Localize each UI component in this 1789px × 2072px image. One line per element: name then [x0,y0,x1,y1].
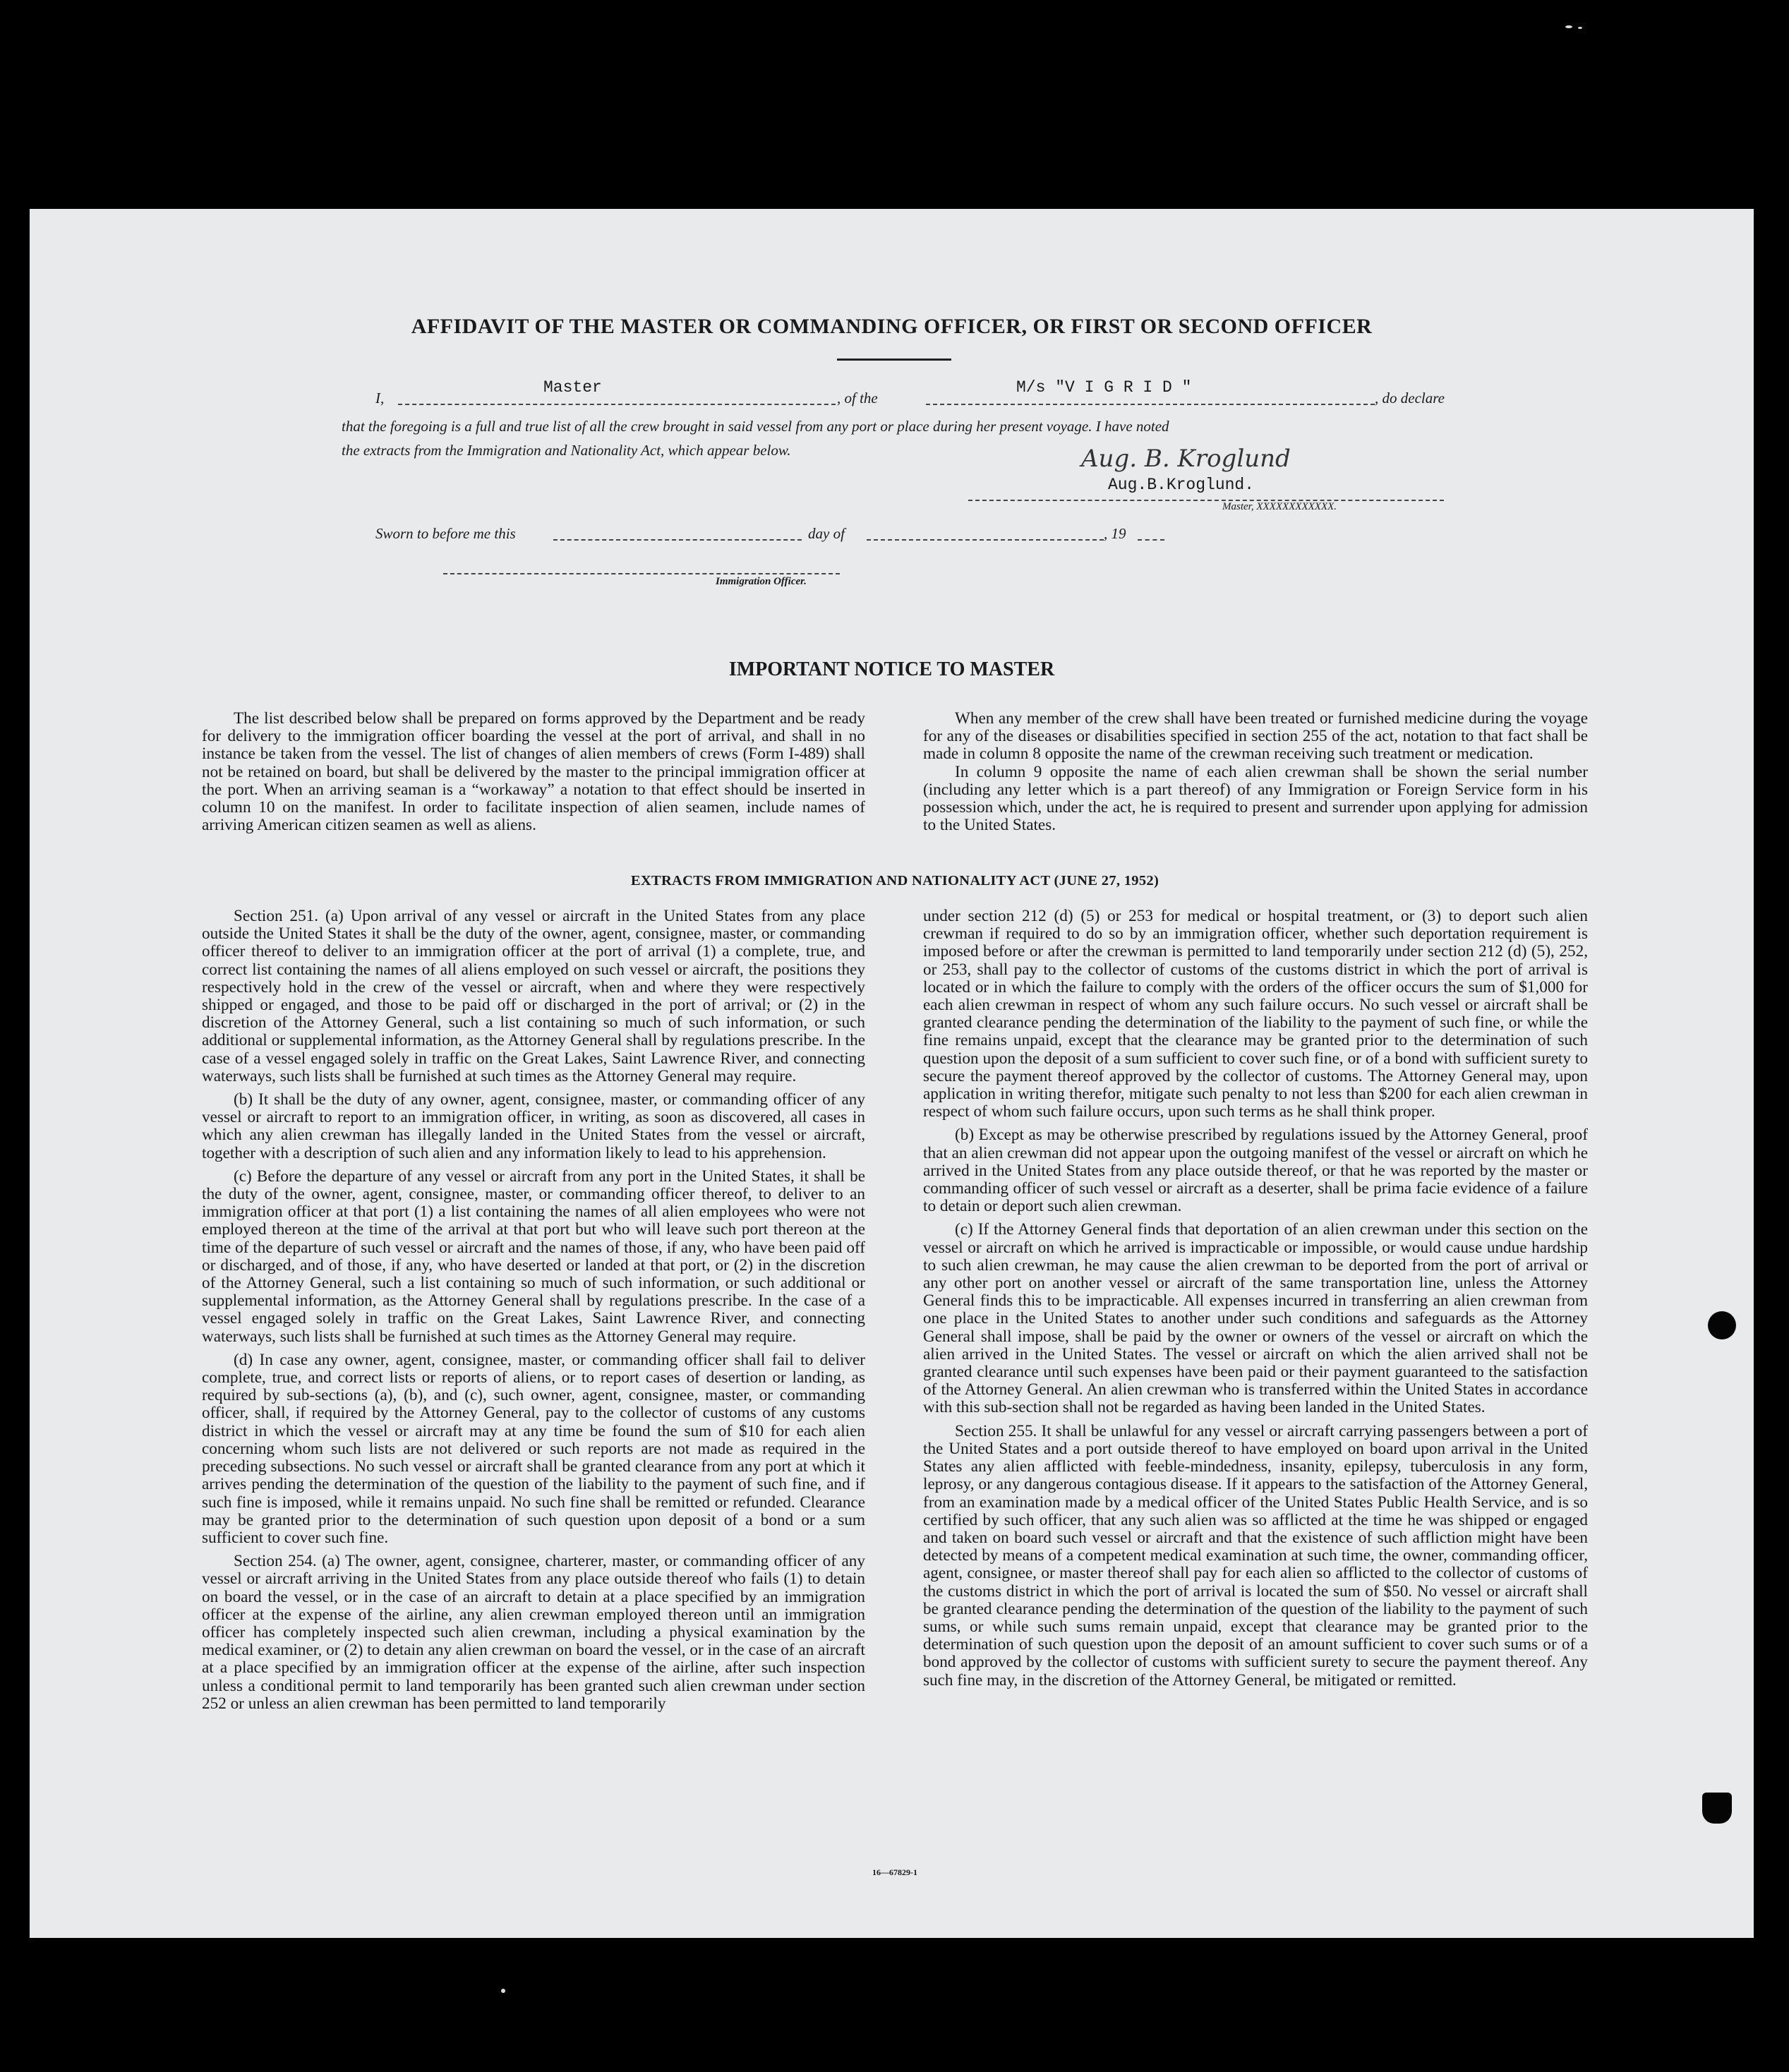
statement-line-2: the extracts from the Immigration and Nationality Act, which appear below. [342,442,791,459]
form-code: 16—67829-1 [872,1867,917,1877]
notice-paragraph: When any member of the crew shall have been treated or furnished medicine during the voyage for any of the diseases or disabilities specified in section 255 of the act, notation to that fact shall be made in column 8 opposite the name of the crewman receiving such treatment or medication. [923,709,1588,764]
extract-paragraph: (d) In case any owner, agent, consignee, master, or commanding officer shall fail to deliver complete, true, and correct lists or reports of aliens, or to report cases of desertion or landing, as required by sub-sections (a), (b), and (c), such owner, agent, consignee, master, or commanding officer, shall, if required by the Attorney General, pay to the collector of customs of any customs district in which the vessel or aircraft may at any time be found the sum of $10 for each alien concerning whom such lists are not delivered or such reports are not made as required in the preceding subsections. No such vessel or aircraft shall be granted clearance from any port at which it arrives pending the determination of the question of the liability to the payment of such fine, and if such fine is imposed, while it remains unpaid. No such fine shall be remitted or refunded. Clearance may be granted prior to the determination of such question upon deposit of a bond or a sum sufficient to cover such fine. [202,1350,865,1547]
extract-paragraph: (c) If the Attorney General finds that deportation of an alien crewman under this section on the vessel or aircraft on which he arrived is impracticable or impossible, or would cause undue hardship to such alien crewman, he may cause the alien crewman to be deported from the port of arrival or any other port on another vessel or aircraft of the same transportation line, unless the Attorney General finds this to be impracticable. All expenses incurred in transferring an alien crewman from one place in the United States to another under such conditions and safeguards as the Attorney General shall impose, shall be paid by the owner or owners of the vessel or aircraft on which the alien arrived in the United States. The vessel or aircraft on which the alien arrived shall not be granted clearance until such expenses have been paid or their payment guaranteed to the satisfaction of the Attorney General. An alien crewman who is transferred within the United States in accordance with this sub-section shall not be regarded as having been landed in the United States. [923,1220,1588,1417]
scan-speck [1578,27,1582,29]
year-prefix: , 19 [1104,525,1126,542]
master-signature: Aug. B. Kroglund [1081,445,1291,473]
punch-hole-mark [1708,1311,1736,1339]
rank-blank [398,404,836,405]
extract-paragraph: under section 212 (d) (5) or 253 for medical or hospital treatment, or (3) to deport such alien crewman if required to do so by an immigration officer, whether such deportation requirement is imposed before or after the crewman is permitted to land temporarily under section 212 (d) (5), 252, or 253, shall pay to the collector of customs of the customs district in which the port of arrival is located or in which the failure to comply with the orders of the officer occurs the sum of $1,000 for each alien crewman in respect of whom any such failure occurs. No such vessel or aircraft shall be granted clearance pending the determination of the liability to the payment of such fine, or while the fine remains unpaid, except that the clearance may be granted prior to the determination of such question upon the deposit of a sum sufficient to cover such fine, or of a bond with sufficient surety to secure the payment thereof approved by the collector of customs. The Attorney General may, upon application in writing therefor, mitigate such penalty to not less than $200 for each alien crewman in respect of whom such failure occurs, upon such terms as he shall think proper. [923,907,1588,1121]
vessel-blank [926,404,1375,405]
prefix-i: I, [375,390,385,406]
notice-heading: IMPORTANT NOTICE TO MASTER [728,658,1055,680]
sworn-date-blank [553,539,802,541]
extracts-left-column [202,908,865,1713]
extract-paragraph: (b) It shall be the duty of any owner, agent, consignee, master, or commanding officer of any vessel or aircraft to report to an immigration officer, in writing, as soon as discovered, all cases in which any alien crewman has illegally landed in the United States from the vessel or aircraft, together with a description of such alien and any information likely to lead to his apprehension. [202,1090,865,1162]
rank-value[interactable]: Master [543,378,602,397]
document-page [30,209,1754,1938]
punch-hole-mark [1702,1793,1732,1824]
extracts-heading: EXTRACTS FROM IMMIGRATION AND NATIONALITY ACT (JUNE 27, 1952) [630,873,1159,889]
signer-title: Master, XXXXXXXXXXXX. [1222,501,1337,512]
scan-speck [1565,25,1572,28]
extract-paragraph: (c) Before the departure of any vessel or aircraft from any port in the United States, it shall be the duty of the owner, agent, consignee, master, or commanding officer thereof, to deliver to an immigration officer at that port (1) a list containing the names of all alien employees who were not employed thereon at the time of the arrival at that port but who will leave such port thereon at the time of the departure of such vessel or aircraft and the names of those, if any, who have been paid off or discharged, and of those, if any, who have deserted or landed at that port, or (2) in the discretion of the Attorney General, such a list containing so much of such information, or such additional or supplemental information, as the Attorney General shall by regulations prescribe. In the case of a vessel engaged solely in traffic on the Great Lakes, Saint Lawrence River, and connecting waterways, such lists shall be furnished at such times as the Attorney General may require. [202,1167,865,1346]
notice-right-column [923,710,1588,834]
year-blank [1138,539,1164,541]
extract-paragraph: (b) Except as may be otherwise prescribed by regulations issued by the Attorney General, proof that an alien crewman did not appear upon the outgoing manifest of the vessel or aircraft on which he arrived in the United States from any place outside thereof, or that he was reported by the master or commanding officer of such vessel or aircraft as a deserter, shall be prima facie evidence of a failure to detain or deport such alien crewman. [923,1126,1588,1216]
extract-paragraph: Section 255. It shall be unlawful for any vessel or aircraft carrying passengers between a port of the United States and a port outside thereof to have employed on board upon arrival in the United States any alien afflicted with feeble-mindedness, insanity, epilepsy, tuberculosis in any form, leprosy, or any dangerous contagious disease. If it appears to the satisfaction of the Attorney General, from an examination made by a medical officer of the United States Public Health Service, and is so certified by such officer, that any such alien was so afflicted at the time he was shipped or engaged and taken on board such vessel or aircraft and that the existence of such affliction might have been detected by means of a competent medical examination at such time, the owner, commanding officer, agent, consignee, or master thereof shall pay for each alien so afflicted to the collector of customs of the customs district in which the port of arrival is located the sum of $50. No vessel or aircraft shall be granted clearance pending the determination of the question of the liability to the payment of such sums, or while such sums remain unpaid, except that clearance may be granted prior to the determination of such question upon the deposit of an amount sufficient to cover such sums or of a bond approved by the collector of customs with sufficient surety to secure the payment thereof. Any such fine may, in the discretion of the Attorney General, be mitigated or remitted. [923,1421,1588,1689]
title-rule [837,359,951,361]
day-of-label: day of [808,525,845,542]
notice-left-column [202,710,865,834]
notice-paragraph: In column 9 opposite the name of each alien crewman shall be shown the serial number (including any letter which is a part thereof) of any Immigration or Foreign Service form in his possession which, under the act, he is required to present and surrender upon applying for admission to the United States. [923,762,1588,835]
affidavit-title: AFFIDAVIT OF THE MASTER OR COMMANDING OFFICER, OR FIRST OR SECOND OFFICER [411,315,1373,338]
sworn-month-blank [867,539,1104,541]
do-declare-label: , do declare [1375,390,1445,406]
statement-line-1: that the foregoing is a full and true list of all the crew brought in said vessel from any port or place during her present voyage. I have noted [342,418,1169,435]
vessel-value[interactable]: M/s "V I G R I D " [1016,378,1192,397]
signature-line [968,500,1444,501]
of-the-label: , of the [837,390,878,406]
scan-speck [501,1989,505,1993]
sworn-label: Sworn to before me this [375,525,516,542]
notice-paragraph: The list described below shall be prepared on forms approved by the Department and be ready for delivery to the immigration officer boarding the vessel at the port of arrival, and shall in no instance be taken from the vessel. The list of changes of alien members of crews (Form I-489) shall not be retained on board, but shall be delivered by the master to the principal immigration officer at the port. When an arriving seaman is a “workaway” a notation to that effect should be inserted in column 10 on the manifest. In order to facilitate inspection of alien seamen, include names of arriving American citizen seamen as well as aliens. [202,709,865,835]
extract-paragraph: Section 254. (a) The owner, agent, consignee, charterer, master, or commanding officer of any vessel or aircraft arriving in the United States from any place outside thereof who fails (1) to detain on board the vessel, or in the case of an aircraft to detain at a place specified by an immigration officer at the expense of the airline, any alien crewman employed thereon until an immigration officer has completely inspected such alien crewman, including a physical examination by the medical examiner, or (2) to detain any alien crewman on board the vessel, or in the case of an aircraft at a place specified by an immigration officer at the expense of the airline, after such inspection unless a conditional permit to land temporarily has been granted such alien crewman under section 252 or unless an alien crewman has been permitted to land temporarily [202,1552,865,1713]
typed-signer-name: Aug.B.Kroglund. [1108,476,1255,494]
immigration-officer-label: Immigration Officer. [716,576,807,587]
extracts-right-column [923,908,1588,1689]
extract-paragraph: Section 251. (a) Upon arrival of any vessel or aircraft in the United States from any place outside the United States it shall be the duty of the owner, agent, consignee, master, or commanding officer thereof to deliver to an immigration officer at the port of arrival (1) a complete, true, and correct list containing the names of all aliens employed on such vessel or aircraft, the positions they respectively hold in the crew of the vessel or aircraft, when and where they were respectively shipped or engaged, and those to be paid off or discharged in the port of arrival; or (2) in the discretion of the Attorney General, such a list containing so much of such information, or such additional or supplemental information, as the Attorney General shall by regulations prescribe. In the case of a vessel engaged solely in traffic on the Great Lakes, Saint Lawrence River, and connecting waterways, such lists shall be furnished at such times as the Attorney General may require. [202,907,865,1085]
immigration-officer-line [443,573,840,574]
